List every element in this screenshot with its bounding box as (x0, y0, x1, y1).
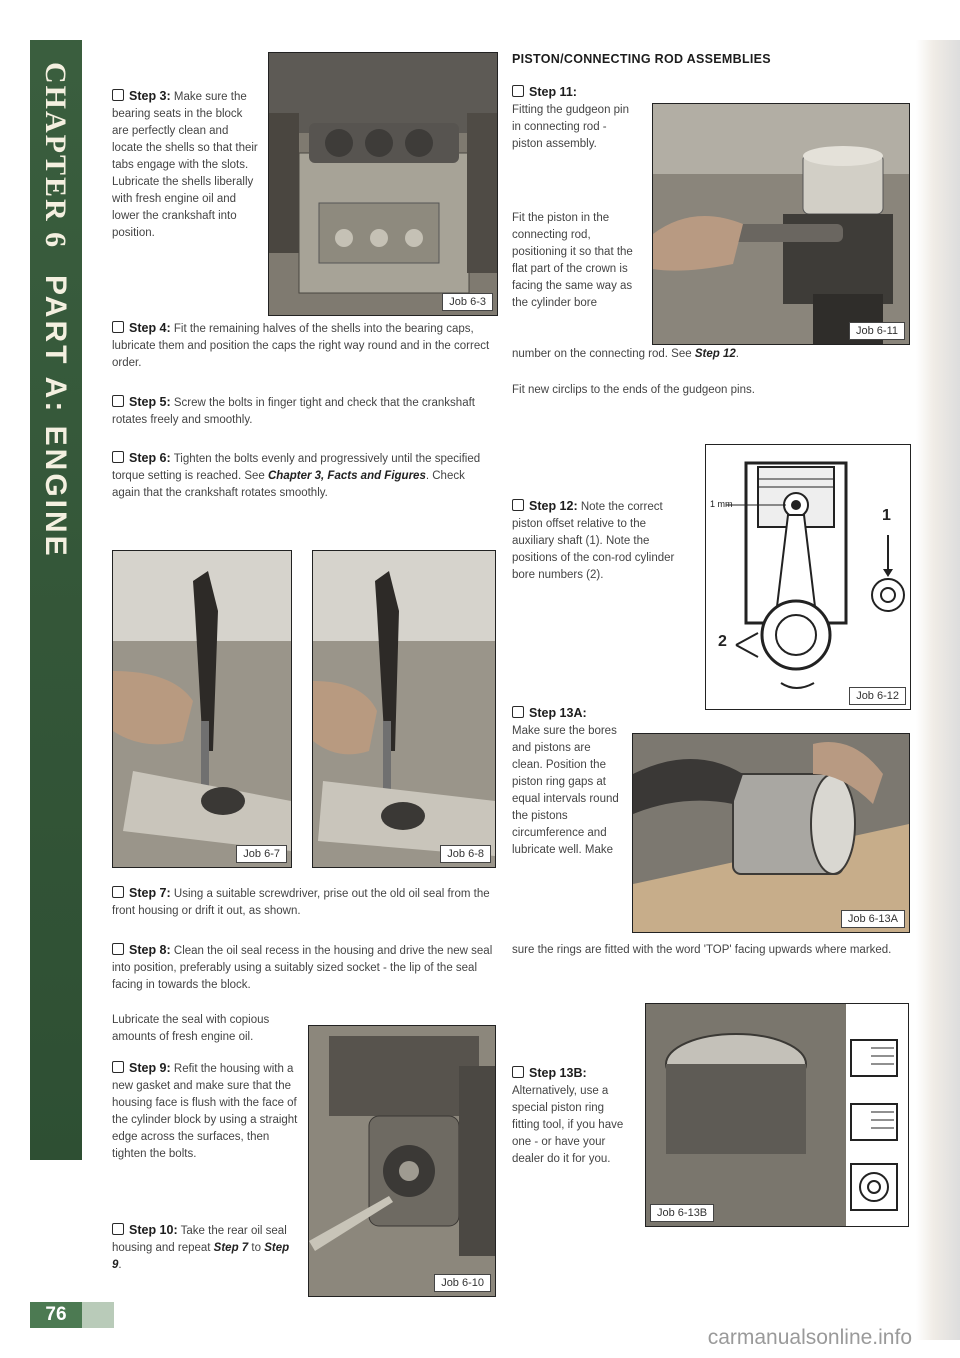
step-text: Clean the oil seal recess in the housing and drive the new seal into position, preferably using a suitably sized socket - the lip of the seal facing in towards the block. (112, 945, 493, 991)
step-label: Step 3: (129, 89, 171, 103)
step-text: . (118, 1259, 122, 1271)
checkbox-icon (112, 451, 124, 463)
checkbox-icon (112, 321, 124, 333)
piston-ring-tool-image (646, 1004, 908, 1226)
figure-caption: Job 6-13A (841, 910, 905, 928)
page-number-strip (82, 1302, 114, 1328)
figure-caption: Job 6-7 (236, 845, 287, 863)
step-8 (112, 942, 494, 994)
step-text: Alternatively, use a special piston ring fitting tool, if you have one - or have your dealer do it for you. (512, 1085, 624, 1165)
section-heading: PISTON/CONNECTING ROD ASSEMBLIES (512, 52, 771, 66)
checkbox-icon (112, 395, 124, 407)
step-label: Step 10: (129, 1223, 178, 1237)
step-label: Step 8: (129, 943, 171, 957)
step-13a-cont (512, 942, 906, 959)
photo-job-6-3 (268, 52, 498, 316)
chapter-reference: Chapter 3, Facts and Figures (268, 470, 426, 482)
step-12 (512, 498, 678, 584)
photo-job-6-7 (112, 550, 292, 868)
step-label: Step 12: (529, 499, 578, 513)
step-reference: Step 9 (112, 1242, 290, 1271)
checkbox-icon (112, 89, 124, 101)
step-6 (112, 450, 494, 502)
checkbox-icon (112, 1061, 124, 1073)
step-text: Take the rear oil seal housing and repeat (112, 1225, 287, 1254)
photo-job-6-8 (312, 550, 496, 868)
step-label: Step 4: (129, 321, 171, 335)
step-label: Step 9: (129, 1061, 171, 1075)
step-text-cont: number on the connecting rod. See (512, 348, 692, 360)
step-4 (112, 320, 494, 372)
checkbox-icon (512, 85, 524, 97)
figure-caption: Job 6-10 (434, 1274, 491, 1292)
step-13a (512, 705, 622, 859)
step-text-cont: Lubricate the seal with copious amounts of fresh engine oil. (112, 1014, 270, 1043)
step-text: Tighten the bolts evenly and progressively until the specified torque setting is reached. See (112, 453, 481, 482)
step-label: Step 6: (129, 451, 171, 465)
photo-job-6-11 (652, 103, 910, 345)
step-7 (112, 885, 494, 920)
step-intro: Fitting the gudgeon pin in connecting rod - piston assembly. (512, 104, 630, 150)
step-11 (512, 84, 632, 153)
step-8-cont (112, 1012, 302, 1046)
step-9 (112, 1060, 300, 1163)
step-text: Screw the bolts in finger tight and check that the crankshaft rotates freely and smoothly. (112, 397, 475, 426)
chapter-sidebar (30, 40, 82, 1160)
step-5 (112, 394, 494, 429)
step-label: Step 5: (129, 395, 171, 409)
step-label: Step 11: (529, 85, 577, 99)
step-text-cont: . Check again that the crankshaft rotates smoothly. (112, 470, 465, 499)
part-label: PART A: ENGINE (39, 275, 72, 559)
gudgeon-pin-vice-image (653, 104, 909, 344)
figure-caption: Job 6-11 (849, 322, 905, 340)
chapter-label: CHAPTER 6 (39, 62, 72, 250)
figure-caption: Job 6-13B (650, 1204, 714, 1222)
page-number: 76 (30, 1302, 82, 1328)
hammer-drift-image (313, 551, 495, 867)
step-11-body (512, 210, 642, 312)
checkbox-icon (512, 499, 524, 511)
step-text: Note the correct piston offset relative to the auxiliary shaft (1). Note the positions of the con-rod cylinder bore numbers (2). (512, 501, 675, 581)
hammer-drift-image (113, 551, 291, 867)
diagram-job-6-12 (705, 444, 911, 710)
photo-job-6-10 (308, 1025, 496, 1297)
step-reference: Step 7 (213, 1242, 249, 1254)
diagram-label-bore-number: 2 (718, 633, 727, 650)
checkbox-icon (512, 1066, 524, 1078)
step-text: Using a suitable screwdriver, prise out the old oil seal from the front housing or drift it out, as shown. (112, 888, 490, 917)
checkbox-icon (512, 706, 524, 718)
step-3 (112, 88, 262, 242)
step-text: . (735, 348, 739, 360)
figure-caption: Job 6-3 (442, 293, 493, 311)
step-text: Fit new circlips to the ends of the gudgeon pins. (512, 384, 755, 396)
piston-ring-image (633, 734, 909, 932)
step-text: Refit the housing with a new gasket and make sure that the housing face is flush with the face of the cylinder block by using a straight edge across the surfaces, then tighten the bolts. (112, 1063, 298, 1160)
checkbox-icon (112, 1223, 124, 1235)
photo-job-6-13b (645, 1003, 909, 1227)
oil-seal-housing-image (309, 1026, 495, 1296)
step-label: Step 7: (129, 886, 171, 900)
checkbox-icon (112, 886, 124, 898)
step-10 (112, 1222, 300, 1274)
step-text: Fit the piston in the connecting rod, positioning it so that the flat part of the crown is facing the same way as the cylinder bore (512, 212, 633, 309)
step-text: Make sure the bores and pistons are clean. Position the piston ring gaps at equal intervals round the pistons circumference and lubricate well. Make (512, 725, 619, 856)
step-13b (512, 1065, 632, 1168)
photo-job-6-13a (632, 733, 910, 933)
figure-caption: Job 6-12 (849, 687, 906, 705)
step-label: Step 13A: (529, 706, 587, 720)
step-text-cont: sure the rings are fitted with the word 'TOP' facing upwards where marked. (512, 944, 892, 956)
step-11-cont (512, 346, 902, 363)
step-text: Fit the remaining halves of the shells into the bearing caps, lubricate them and position the caps the right way round and in the correct order. (112, 323, 490, 369)
step-text: to (251, 1242, 261, 1254)
figure-caption: Job 6-8 (440, 845, 491, 863)
engine-block-crankshaft-image (269, 53, 497, 315)
step-label: Step 13B: (529, 1066, 587, 1080)
step-text: Make sure the bearing seats in the block are perfectly clean and locate the shells so that their tabs engage with the slots. Lubricate the shells liberally with fresh engine oil and lower the crankshaft into position. (112, 91, 258, 239)
checkbox-icon (112, 943, 124, 955)
watermark-footer: carmanualsonline.info (707, 1326, 912, 1349)
step-11-circlips (512, 382, 902, 399)
step-reference: Step 12 (694, 348, 736, 360)
piston-offset-diagram (706, 445, 910, 709)
page-edge-shadow (916, 40, 960, 1340)
diagram-label-1mm: 1 mm (710, 499, 733, 509)
diagram-label-auxiliary-shaft: 1 (882, 507, 891, 524)
